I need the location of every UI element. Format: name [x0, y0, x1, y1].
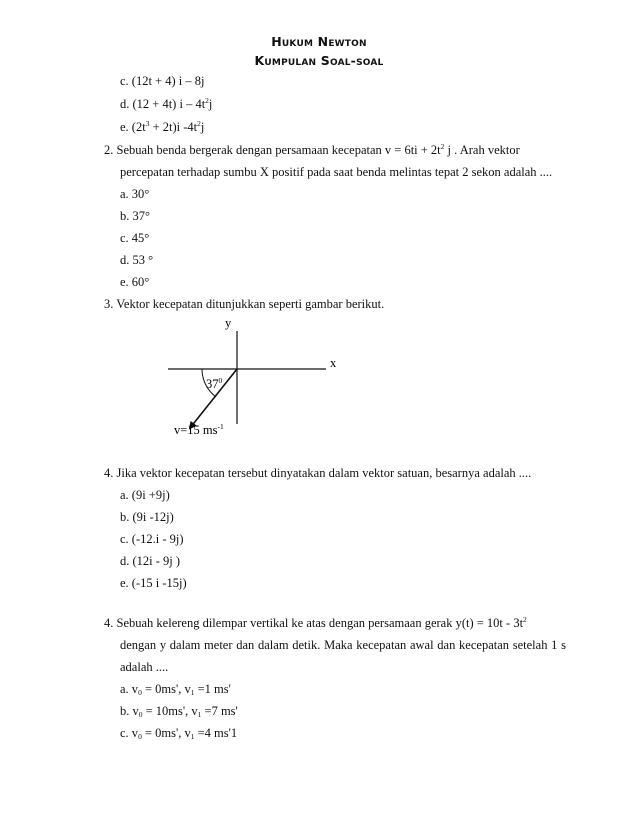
page-subtitle: Kumpulan Soal-soal	[254, 53, 384, 68]
q1-option-e: e. $(2t^3 + 2t)i$ $-4t^2j$	[120, 119, 205, 134]
page-title: Hukum Newton	[271, 34, 367, 49]
q4-option-e: e. (-15 i -15j)	[120, 576, 187, 590]
q5-option-c: c. $v_0 = 0ms'$, $v_1 =4$ ms'1	[120, 726, 238, 741]
q5-text-line3: adalah ....	[120, 660, 169, 674]
q3-text: 3. Vektor kecepatan ditunjukkan seperti gambar berikut.	[104, 297, 385, 311]
q5-text-line1: 4. Sebuah kelereng dilempar vertikal ke atas dengan persamaan gerak $y(t) = 10t - 3t^2$	[104, 615, 527, 630]
q5-text-line2: dengan y dalam meter dan dalam detik. Maka kecepatan awal dan kecepatan setelah 1 s	[120, 638, 566, 652]
q5-option-a: a. $v_0 = 0ms'$, $v_1 =1$ ms'	[120, 682, 231, 697]
angle-label: $37^0$	[206, 376, 223, 391]
q5-option-b: b. $v_0 = 10ms'$, $v_1 =7$ ms'	[120, 704, 238, 719]
q4-text: 4. Jika vektor kecepatan tersebut dinyatakan dalam vektor satuan, besarnya adalah ....	[104, 466, 532, 480]
q2-option-b: b. 37°	[120, 209, 150, 223]
q2-option-d: d. 53 °	[120, 253, 154, 267]
q4-option-d: d. (12i - 9j )	[120, 554, 181, 568]
q2-text-line1: 2. Sebuah benda bergerak dengan persamaan kecepatan $v = 6ti + 2t^2$ j . Arah vektor	[104, 142, 520, 157]
q1-option-c: c. (12t + 4) i – 8j	[120, 74, 205, 88]
x-axis-label: x	[330, 356, 337, 370]
q1-option-d: d. (12 + 4t) i – $4t^2j$	[120, 96, 213, 111]
q4-option-c: c. (-12.i - 9j)	[120, 532, 184, 546]
q2-option-a: a. 30°	[120, 187, 150, 201]
y-axis-label: y	[225, 316, 232, 330]
q2-option-e: e. 60°	[120, 275, 150, 289]
q4-option-a: a. (9i +9j)	[120, 488, 170, 502]
q2-text-line2: percepatan terhadap sumbu X positif pada saat benda melintas tepat 2 sekon adalah ....	[120, 165, 553, 179]
velocity-label: v=15 $ms^{-1}$	[174, 422, 224, 437]
q2-option-c: c. 45°	[120, 231, 150, 245]
q4-option-b: b. (9i -12j)	[120, 510, 174, 524]
